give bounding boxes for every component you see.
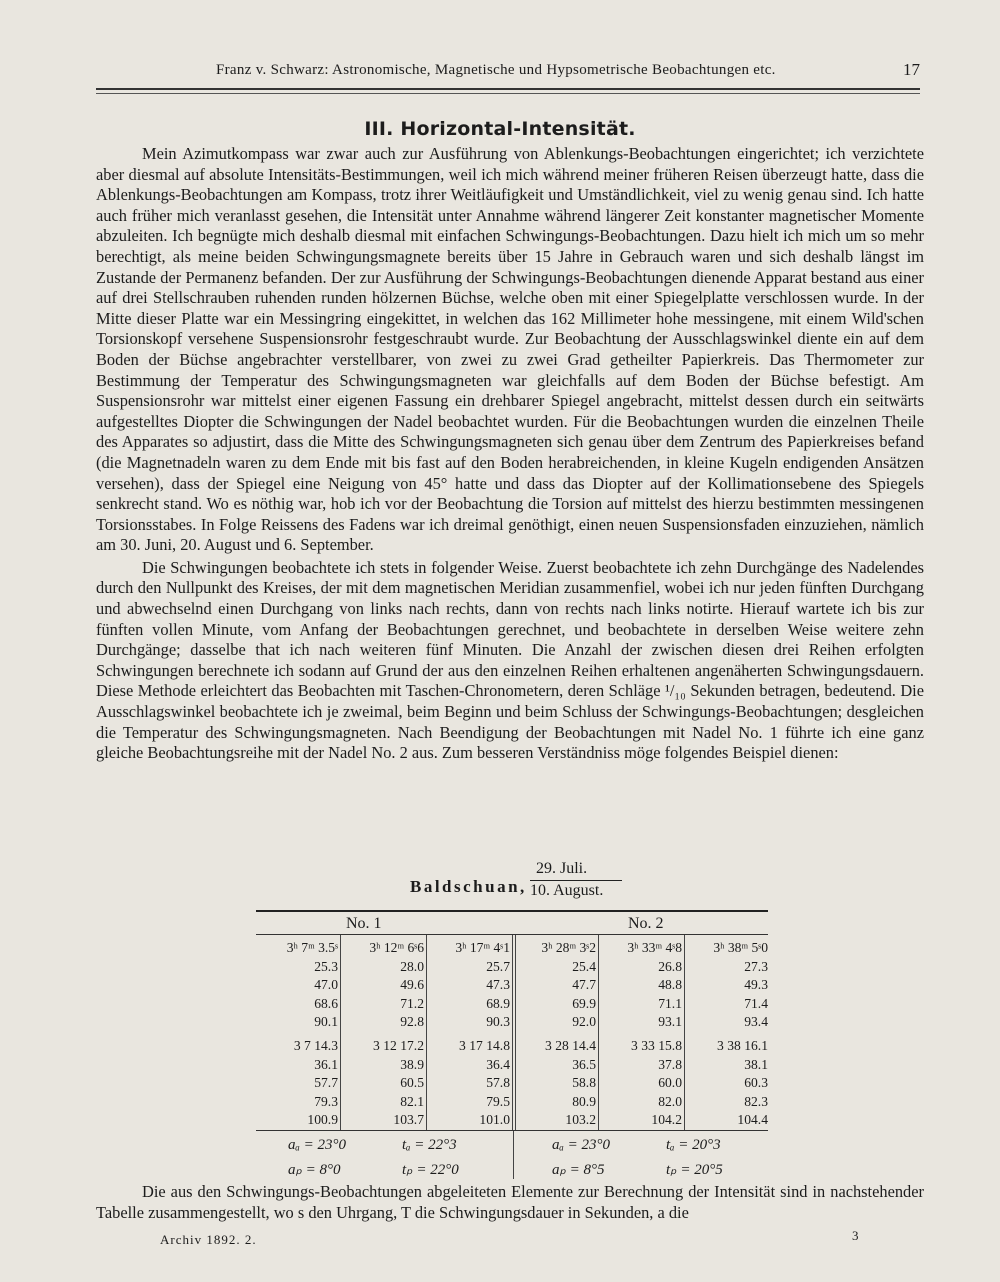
table-cell: 37.8 xyxy=(658,1056,682,1072)
summary-no2-ta: tₐ = 20°3 xyxy=(666,1137,721,1153)
table-cell: 25.3 xyxy=(314,958,338,974)
table-cell: 3 7 14.3 xyxy=(293,1037,338,1053)
after-table-text xyxy=(96,1182,924,1223)
summary-no2-ap: aₚ = 8°5 xyxy=(552,1162,605,1178)
table-cell: 28.0 xyxy=(400,958,424,974)
table-grid xyxy=(256,935,768,1128)
table-divider-2 xyxy=(426,935,427,1131)
body-text xyxy=(96,144,924,764)
table-cell: 93.1 xyxy=(658,1014,682,1030)
running-head xyxy=(96,60,920,84)
table-cell: 79.5 xyxy=(486,1093,510,1109)
table-cell: 3 33 15.8 xyxy=(631,1037,682,1053)
table-divider-1 xyxy=(340,935,341,1131)
table-cell: 100.9 xyxy=(307,1112,338,1128)
table-cell: 3ʰ 17ᵐ 4ˢ1 xyxy=(455,940,510,955)
header-no1: No. 1 xyxy=(346,915,382,932)
table-cell: 3 38 16.1 xyxy=(717,1037,768,1053)
after-paragraph: Die aus den Schwingungs-Beobachtungen abgeleiteten Elemente zur Berechnung der Intensität sind in nachstehender Tabelle zusammengestellt, wo s den Uhrgang, T die Schwingungsdauer in Sekunden, a die xyxy=(96,1182,924,1222)
table-cell: 26.8 xyxy=(658,958,682,974)
table-cell: 60.0 xyxy=(658,1075,682,1091)
footer-archive: Archiv 1892. 2. xyxy=(160,1232,257,1247)
table-cell: 36.5 xyxy=(572,1056,596,1072)
table-cell: 3ʰ 28ᵐ 3ˢ2 xyxy=(541,940,596,955)
summary-no2-aa: aₐ = 23°0 xyxy=(552,1137,611,1153)
table-cell: 90.1 xyxy=(314,1014,338,1030)
example-place: Baldschuan, xyxy=(410,877,527,896)
table-column-5 xyxy=(600,939,682,1127)
example-date-top: 29. Juli. xyxy=(530,860,622,881)
table-column-2 xyxy=(342,939,424,1127)
table-cell: 36.1 xyxy=(314,1056,338,1072)
table-cell: 90.3 xyxy=(486,1014,510,1030)
table-cell: 3ʰ 7ᵐ 3.5ˢ xyxy=(286,940,338,955)
page-number: 17 xyxy=(903,60,920,79)
table-cell: 58.8 xyxy=(572,1075,596,1091)
table-cell: 49.6 xyxy=(400,977,424,993)
table-cell: 71.2 xyxy=(400,995,424,1011)
table-cell: 3 17 14.8 xyxy=(459,1037,510,1053)
table-column-1 xyxy=(256,939,338,1127)
table-cell: 48.8 xyxy=(658,977,682,993)
header-rule-thin xyxy=(96,93,920,94)
table-cell: 92.0 xyxy=(572,1014,596,1030)
example-date-bottom: 10. August. xyxy=(530,882,604,899)
table-cell: 3ʰ 12ᵐ 6ˢ6 xyxy=(369,940,424,955)
table-cell: 49.3 xyxy=(744,977,768,993)
example-dates xyxy=(530,860,622,902)
table-cell: 36.4 xyxy=(486,1056,510,1072)
table-cell: 82.1 xyxy=(400,1093,424,1109)
summary-divider xyxy=(513,1131,514,1179)
table-cell: 93.4 xyxy=(744,1014,768,1030)
header-rule-thick xyxy=(96,88,920,90)
table-cell: 25.4 xyxy=(572,958,596,974)
paragraph-2: Die Schwingungen beobachtete ich stets in folgender Weise. Zuerst beobachtete ich zehn Durchgänge des Nadelendes durch den Nullpunkt des Kreises, der mit dem magnetischen Meridian zusammenfiel, wobei ich nur jeden fünften Durchgang und abwechselnd einen Durchgang von links nach rechts, dann von rechts nach links notirte. Hierauf wartete ich bis zur fünften vollen Minute, vom Anfang der Beobachtungen gerechnet, und beobachtete in derselben Weise weitere zehn Durchgänge; dasselbe that ich nach weiteren fünf Minuten. Die Anzahl der zwischen diesen drei Reihen erfolgten Schwingungen berechnete ich sodann auf Grund der aus den einzelnen Reihen erhaltenen angenäherten Schwingungsdauern. Diese Methode erleichtert das Beobachten mit Taschen-Chronometern, deren Schläge ¹/₁₀ Sekunden betragen, bedeutend. Die Ausschlagswinkel beobachtete ich je zweimal, beim Beginn und beim Schluss der Schwingungs-Beobachtungen; desgleichen die Temperatur des Schwingungsmagneten. Nach Beendigung der Beobachtungen mit Nadel No. 1 führte ich eine ganz gleiche Beobachtungsreihe mit der Nadel No. 2 aus. Zum besseren Verständniss möge folgendes Beispiel dienen: xyxy=(96,557,924,763)
table-cell: 68.6 xyxy=(314,995,338,1011)
table-cell: 38.1 xyxy=(744,1056,768,1072)
example-caption xyxy=(410,860,670,910)
oscillation-table xyxy=(256,910,768,1128)
table-cell: 57.7 xyxy=(314,1075,338,1091)
table-cell: 79.3 xyxy=(314,1093,338,1109)
table-cell: 47.7 xyxy=(572,977,596,993)
header-no2: No. 2 xyxy=(628,915,664,932)
table-cell: 82.0 xyxy=(658,1093,682,1109)
table-column-3 xyxy=(428,939,510,1127)
table-cell: 60.5 xyxy=(400,1075,424,1091)
table-cell: 3ʰ 38ᵐ 5ˢ0 xyxy=(713,940,768,955)
table-cell: 47.0 xyxy=(314,977,338,993)
summary-no1-tp: tₚ = 22°0 xyxy=(402,1162,459,1178)
summary-no1-ta: tₐ = 22°3 xyxy=(402,1137,457,1153)
table-divider-4 xyxy=(598,935,599,1131)
table-cell: 3 28 14.4 xyxy=(545,1037,596,1053)
table-cell: 103.2 xyxy=(565,1112,596,1128)
table-cell: 80.9 xyxy=(572,1093,596,1109)
table-header xyxy=(256,912,768,935)
table-column-4 xyxy=(514,939,596,1127)
table-cell: 104.2 xyxy=(651,1112,682,1128)
table-cell: 47.3 xyxy=(486,977,510,993)
summary-no1-ap: aₚ = 8°0 xyxy=(288,1162,341,1178)
table-cell: 82.3 xyxy=(744,1093,768,1109)
table-cell: 71.1 xyxy=(658,995,682,1011)
table-cell: 57.8 xyxy=(486,1075,510,1091)
table-cell: 68.9 xyxy=(486,995,510,1011)
table-bottom-rule xyxy=(256,1130,768,1131)
table-cell: 101.0 xyxy=(479,1112,510,1128)
summary-no1-aa: aₐ = 23°0 xyxy=(288,1137,347,1153)
table-cell: 60.3 xyxy=(744,1075,768,1091)
section-title: III. Horizontal-Intensität. xyxy=(364,118,636,140)
table-cell: 3ʰ 33ᵐ 4ˢ8 xyxy=(627,940,682,955)
table-divider-5 xyxy=(684,935,685,1131)
table-cell: 38.9 xyxy=(400,1056,424,1072)
table-column-6 xyxy=(686,939,768,1127)
table-cell: 3 12 17.2 xyxy=(373,1037,424,1053)
table-cell: 25.7 xyxy=(486,958,510,974)
table-cell: 104.4 xyxy=(737,1112,768,1128)
footer-signature: 3 xyxy=(852,1228,859,1243)
table-cell: 103.7 xyxy=(393,1112,424,1128)
paragraph-1: Mein Azimutkompass war zwar auch zur Ausführung von Ablenkungs-Beobachtungen eingerichtet; ich verzichtete aber diesmal auf absolute Intensitäts-Bestimmungen, weil ich mich während meiner früheren Reisen überzeugt hatte, dass die Ablenkungs-Beobachtungen am Kompass, trotz ihrer Weitläufigkeit und Umständlichkeit, viel zu wenig genau sind. Ich hatte auch früher mich veranlasst gesehen, die Intensität unter Annahme während längerer Zeit konstanter magnetischer Momente abzuleiten. Ich begnügte mich deshalb diesmal mit einfachen Schwingungs-Beobachtungen. Dazu hielt ich mich um so mehr berechtigt, als meine beiden Schwingungsmagnete bereits über 15 Jahre in Gebrauch waren und sich deshalb längst im Zustande der Permanenz befanden. Der zur Ausführung der Schwingungs-Beobachtungen dienende Apparat bestand aus einer auf drei Stellschrauben ruhenden runden hölzernen Büchse, welche oben mit einer Spiegelplatte verschlossen wurde. In der Mitte dieser Platte war ein Messingring eingekittet, in welchen das 162 Millimeter hohe messingene, mit einem Wild'schen Torsionskopf versehene Suspensionsrohr festgeschraubt wurde. Zur Beobachtung der Ausschlagswinkel diente ein auf dem Boden der Büchse angebrachter verstellbarer, von zwei zu zwei Grad getheilter Papierkreis. Das Thermometer zur Bestimmung der Temperatur des Schwingungsmagneten war gleichfalls auf dem Boden der Büchse befestigt. Am Suspensionsrohr war mittelst einer eigenen Fassung ein drehbarer Spiegel angebracht, mittelst dessen durch ein seitwärts aufgestelltes Diopter die Schwingungen der Nadel beobachtet wurden. Für die Beobachtungen wurden die einzelnen Theile des Apparates so adjustirt, dass die Mitte des Schwingungsmagneten sich genau über dem Zentrum des Papierkreises befand (die Magnetnadeln waren zu dem Ende mit bis fast auf den Boden herabreichenden, in kleine Kugeln endigenden Ansätzen versehen), dass der Spiegel eine Neigung von 45° hatte und dass das Diopter auf der Kollimationsebene des Spiegels senkrecht stand. Wo es nöthig war, hob ich vor der Beobachtung die Torsion auf mittelst des hierzu bestimmten messingenen Torsionsstabes. In Folge Reissens des Fadens war ich dreimal genöthigt, einen neuen Suspensionsfaden einzuziehen, nämlich am 30. Juni, 20. August und 6. September. xyxy=(96,144,924,555)
table-cell: 27.3 xyxy=(744,958,768,974)
table-cell: 92.8 xyxy=(400,1014,424,1030)
table-divider-group-a xyxy=(512,935,513,1131)
table-cell: 71.4 xyxy=(744,995,768,1011)
running-title: Franz v. Schwarz: Astronomische, Magnetische und Hypsometrische Beobachtungen etc. xyxy=(216,62,776,78)
table-cell: 69.9 xyxy=(572,995,596,1011)
summary-no2-tp: tₚ = 20°5 xyxy=(666,1162,723,1178)
table-divider-group-b xyxy=(515,935,516,1131)
